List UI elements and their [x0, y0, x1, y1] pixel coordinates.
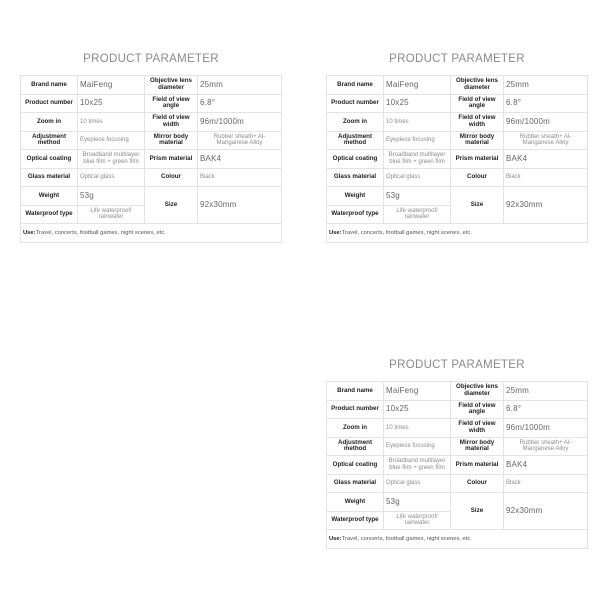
fov-angle-label: Field of view angle — [451, 400, 504, 419]
table-row — [327, 76, 588, 95]
product-number-value: 10x25 — [384, 400, 451, 419]
fov-width-value: 96m/1000m — [198, 113, 282, 132]
brand-name-label: Brand name — [327, 382, 384, 401]
table-row — [21, 224, 282, 243]
product-parameter-panel — [20, 49, 282, 243]
use-value: Travel, concerts, football games, night scenes, etc. — [341, 535, 472, 542]
weight-label: Weight — [327, 187, 384, 206]
objective-lens-label: Objective lens diameter — [145, 76, 198, 95]
use-value: Travel, concerts, football games, night scenes, etc. — [341, 229, 472, 236]
weight-value: 53g — [384, 187, 451, 206]
use-row — [21, 224, 282, 243]
zoom-value: 10 times — [384, 419, 451, 438]
size-value: 92x30mm — [504, 187, 588, 224]
table-row — [21, 187, 282, 206]
table-row — [327, 187, 588, 206]
fov-angle-value: 6.8° — [198, 94, 282, 113]
adjustment-value: Eyepiece focusing — [384, 131, 451, 150]
table-row — [21, 150, 282, 169]
zoom-label: Zoom in — [327, 419, 384, 438]
fov-angle-value: 6.8° — [504, 94, 588, 113]
use-label: Use: — [329, 535, 342, 542]
objective-lens-value: 25mm — [504, 382, 588, 401]
table-row — [327, 456, 588, 475]
objective-lens-label: Objective lens diameter — [451, 76, 504, 95]
table-row — [327, 437, 588, 456]
zoom-value: 10 times — [78, 113, 145, 132]
adjustment-label: Adjustment method — [327, 437, 384, 456]
use-row — [327, 530, 588, 549]
mirror-body-value: Rubber sheath+ Al-Manganese Alloy — [198, 131, 282, 150]
fov-width-value: 96m/1000m — [504, 419, 588, 438]
colour-label: Colour — [451, 168, 504, 187]
table-row — [327, 382, 588, 401]
table-row — [327, 113, 588, 132]
size-value: 92x30mm — [504, 493, 588, 530]
table-row — [327, 400, 588, 419]
panel-title: PRODUCT PARAMETER — [389, 53, 525, 65]
glass-label: Glass material — [327, 474, 384, 493]
size-value: 92x30mm — [198, 187, 282, 224]
table-row — [21, 168, 282, 187]
colour-value: Black — [504, 168, 588, 187]
use-value: Travel, concerts, football games, night scenes, etc. — [35, 229, 166, 236]
zoom-value: 10 times — [384, 113, 451, 132]
brand-name-label: Brand name — [21, 76, 78, 95]
coating-label: Optical coating — [327, 150, 384, 169]
brand-name-value: MaiFeng — [384, 76, 451, 95]
objective-lens-value: 25mm — [504, 76, 588, 95]
table-row — [327, 530, 588, 549]
panel-title: PRODUCT PARAMETER — [83, 53, 219, 65]
objective-lens-label: Objective lens diameter — [451, 382, 504, 401]
table-row — [21, 94, 282, 113]
table-row — [327, 150, 588, 169]
colour-label: Colour — [451, 474, 504, 493]
product-number-value: 10x25 — [384, 94, 451, 113]
coating-value: Broadband multilayer blue film + green film — [384, 150, 451, 169]
fov-angle-label: Field of view angle — [145, 94, 198, 113]
fov-width-label: Field of view width — [145, 113, 198, 132]
fov-width-label: Field of view width — [451, 113, 504, 132]
table-row — [21, 131, 282, 150]
glass-label: Glass material — [21, 168, 78, 187]
prism-label: Prism material — [451, 150, 504, 169]
prism-label: Prism material — [145, 150, 198, 169]
adjustment-value: Eyepiece focusing — [384, 437, 451, 456]
size-label: Size — [451, 493, 504, 530]
mirror-body-label: Mirror body material — [145, 131, 198, 150]
table-row — [327, 419, 588, 438]
panel-title: PRODUCT PARAMETER — [389, 359, 525, 371]
use-row — [327, 224, 588, 243]
fov-angle-value: 6.8° — [504, 400, 588, 419]
brand-name-value: MaiFeng — [78, 76, 145, 95]
fov-width-value: 96m/1000m — [504, 113, 588, 132]
coating-value: Broadband multilayer blue film + green film — [78, 150, 145, 169]
parameter-table — [326, 381, 588, 549]
brand-name-label: Brand name — [327, 76, 384, 95]
waterproof-label: Waterproof type — [327, 511, 384, 530]
waterproof-label: Waterproof type — [327, 205, 384, 224]
product-parameter-panel — [326, 355, 588, 549]
mirror-body-label: Mirror body material — [451, 437, 504, 456]
product-number-label: Product number — [327, 400, 384, 419]
use-label: Use: — [329, 229, 342, 236]
table-row — [327, 224, 588, 243]
prism-value: BAK4 — [504, 150, 588, 169]
colour-label: Colour — [145, 168, 198, 187]
fov-width-label: Field of view width — [451, 419, 504, 438]
weight-label: Weight — [327, 493, 384, 512]
parameter-table — [326, 75, 588, 243]
colour-value: Black — [504, 474, 588, 493]
brand-name-value: MaiFeng — [384, 382, 451, 401]
waterproof-value: Life waterproof/ rainwater — [384, 205, 451, 224]
table-row — [327, 493, 588, 512]
mirror-body-value: Rubber sheath+ Al-Manganese Alloy — [504, 131, 588, 150]
coating-label: Optical coating — [327, 456, 384, 475]
zoom-label: Zoom in — [327, 113, 384, 132]
table-row — [327, 94, 588, 113]
waterproof-label: Waterproof type — [21, 205, 78, 224]
colour-value: Black — [198, 168, 282, 187]
product-number-value: 10x25 — [78, 94, 145, 113]
size-label: Size — [145, 187, 198, 224]
adjustment-value: Eyepiece focusing — [78, 131, 145, 150]
product-number-label: Product number — [21, 94, 78, 113]
adjustment-label: Adjustment method — [327, 131, 384, 150]
use-label: Use: — [23, 229, 36, 236]
coating-label: Optical coating — [21, 150, 78, 169]
glass-label: Glass material — [327, 168, 384, 187]
glass-value: Optical glass — [384, 474, 451, 493]
mirror-body-value: Rubber sheath+ Al-Manganese Alloy — [504, 437, 588, 456]
table-row — [327, 168, 588, 187]
coating-value: Broadband multilayer blue film + green film — [384, 456, 451, 475]
waterproof-value: Life waterproof/ rainwater — [384, 511, 451, 530]
mirror-body-label: Mirror body material — [451, 131, 504, 150]
product-parameter-panel — [326, 49, 588, 243]
weight-label: Weight — [21, 187, 78, 206]
prism-value: BAK4 — [504, 456, 588, 475]
table-row — [327, 474, 588, 493]
waterproof-value: Life waterproof/ rainwater — [78, 205, 145, 224]
objective-lens-value: 25mm — [198, 76, 282, 95]
size-label: Size — [451, 187, 504, 224]
adjustment-label: Adjustment method — [21, 131, 78, 150]
prism-value: BAK4 — [198, 150, 282, 169]
table-row — [21, 113, 282, 132]
fov-angle-label: Field of view angle — [451, 94, 504, 113]
weight-value: 53g — [384, 493, 451, 512]
weight-value: 53g — [78, 187, 145, 206]
prism-label: Prism material — [451, 456, 504, 475]
product-number-label: Product number — [327, 94, 384, 113]
table-row — [21, 76, 282, 95]
zoom-label: Zoom in — [21, 113, 78, 132]
table-row — [327, 131, 588, 150]
glass-value: Optical glass — [78, 168, 145, 187]
glass-value: Optical glass — [384, 168, 451, 187]
parameter-table — [20, 75, 282, 243]
